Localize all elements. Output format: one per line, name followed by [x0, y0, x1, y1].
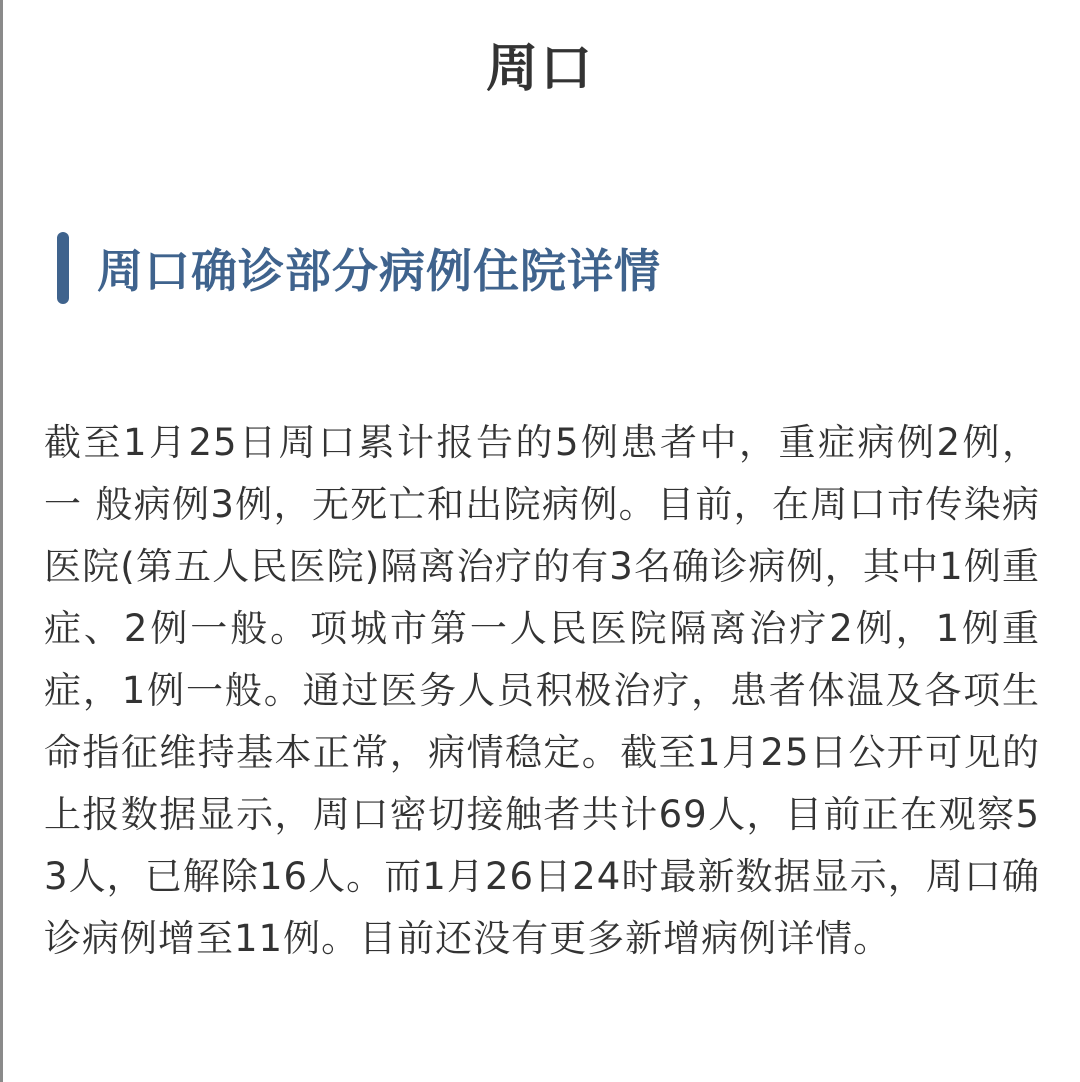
page-title: 周口 — [485, 39, 594, 99]
left-border — [0, 0, 3, 1082]
article-body: 截至1月25日周口累计报告的5例患者中，重症病例2例，一 般病例3例，无死亡和出院病例。目前，在周口市传染病医院(第五人民医院)隔离治疗的有3名确诊病例，其中1例重症、2例一般。项城市第一人民医院隔离治疗2例，1例重症，1例一般。通过医务人员积极治疗，患者体温及各项生命指征维持基本正常，病情稳定。截至1月25日公开可见的上报数据显示，周口密切接触者共计69人，目前正在观察53人，已解除16人。而1月26日24时最新数据显示，周口确诊病例增至11例。目前还没有更多新增病例详情。 — [44, 421, 1040, 960]
heading-accent-bar — [57, 232, 69, 304]
section-heading — [57, 232, 661, 304]
section-heading-text: 周口确诊部分病例住院详情 — [97, 244, 661, 298]
